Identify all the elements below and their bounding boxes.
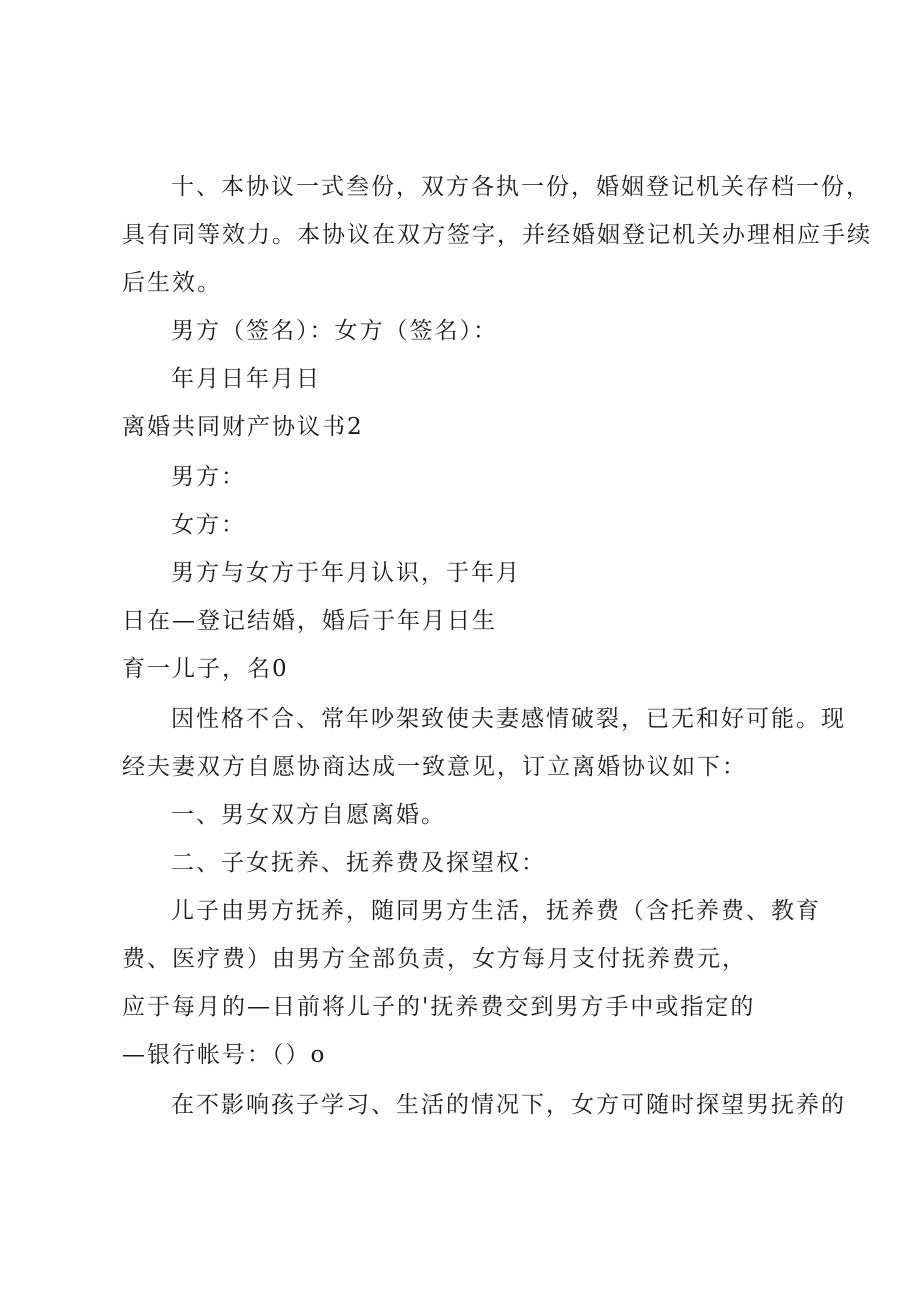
custody-line-1: 儿子由男方抚养，随同男方生活，抚养费（含托养费、教育 (171, 898, 821, 924)
custody-line-2: 费、医疗费）由男方全部负责，女方每月支付抚养费元， (122, 946, 747, 972)
date-line: 年月日年月日 (171, 366, 321, 392)
section-title: 离婚共同财产协议书2 (122, 414, 364, 440)
visitation-line-1: 在不影响孩子学习、生活的情况下，女方可随时探望男抚养的 (171, 1092, 846, 1118)
background-line-3: 育一儿子，名0 (122, 656, 289, 682)
clause-two-heading: 二、子女抚养、抚养费及探望权： (171, 850, 546, 876)
signature-line: 男方（签名）：女方（签名）： (171, 318, 498, 344)
reason-line-2: 经夫妻双方自愿协商达成一致意见，订立离婚协议如下： (122, 754, 747, 780)
paragraph-clause-ten-line-2: 具有同等效力。本协议在双方签字，并经婚姻登记机关办理相应手续 (122, 222, 872, 248)
background-line-2: 日在—登记结婚，婚后于年月日生 (122, 608, 497, 634)
custody-line-4: —银行帐号：（）o (122, 1042, 327, 1068)
paragraph-clause-ten-line-1: 十、本协议一式叁份，双方各执一份，婚姻登记机关存档一份， (171, 174, 871, 200)
clause-one-line: 一、男女双方自愿离婚。 (171, 802, 446, 828)
party-female-line: 女方： (171, 512, 246, 538)
party-male-line: 男方： (171, 464, 246, 490)
custody-line-3: 应于每月的—日前将儿子的'抚养费交到男方手中或指定的 (122, 994, 756, 1020)
paragraph-clause-ten-line-3: 后生效。 (122, 270, 222, 296)
background-line-1: 男方与女方于年月认识，于年月 (171, 560, 521, 586)
reason-line-1: 因性格不合、常年吵架致使夫妻感情破裂，已无和好可能。现 (171, 706, 846, 732)
